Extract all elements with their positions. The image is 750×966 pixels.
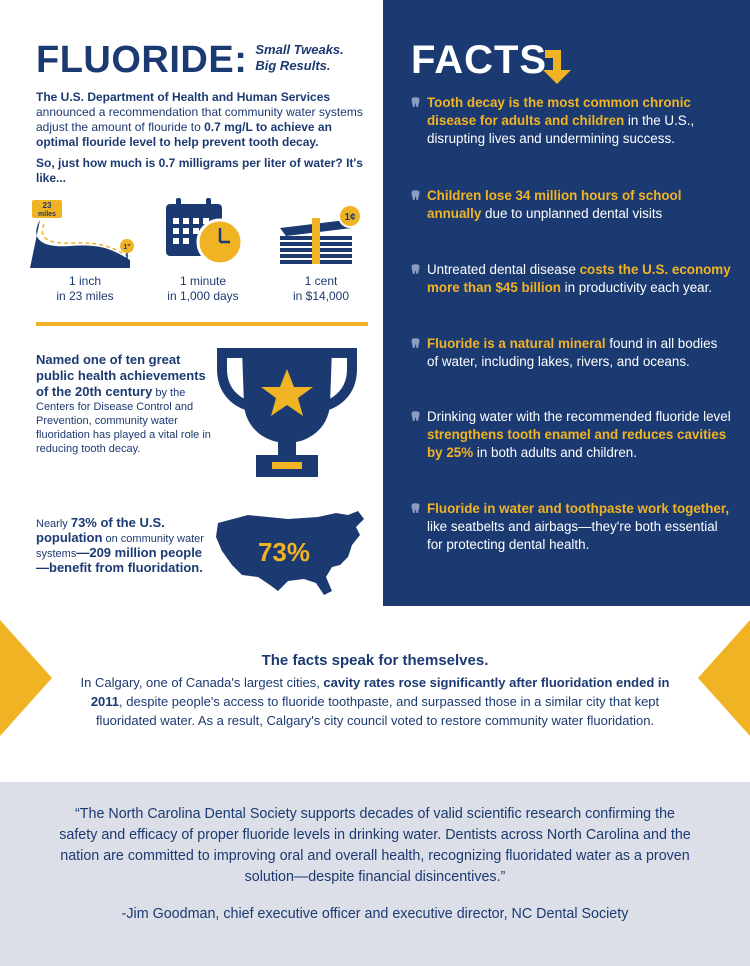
fact-item: Untreated dental disease costs the U.S. economy more than $45 billion in productivity each year. [411, 261, 731, 297]
money-stack-icon [266, 198, 376, 268]
intro-target: 0.7 mg/L to achieve an optimal flouride level to help prevent tooth decay. [36, 120, 332, 149]
us-map-icon [208, 505, 370, 600]
intro-agency: The U.S. Department of Health and Human Services [36, 90, 331, 104]
achievement-rest: by the Centers for Disease Control and Prevention, community water fluoridation has played a vital role in reducing tooth decay. [36, 387, 211, 455]
fact-item: Fluoride in water and toothpaste work together, like seatbelts and airbags—they're both essential for protecting dental health. [411, 500, 731, 554]
speak-body: In Calgary, one of Canada's largest cities, cavity rates rose significantly after fluoridation ended in 2011, despite people's access to fluoride toothpaste, and surpassed those in a similar city that kept fluoridated water. As a result, Calgary's city council voted to restore community water fluoridation. [80, 675, 670, 728]
intro-question: So, just how much is 0.7 milligrams per liter of water? It's like... [36, 156, 363, 185]
tagline-line-1: Small Tweaks. [255, 42, 344, 57]
population-paragraph: Nearly 73% of the U.S. population on community water systems—209 million people—benefit from fluoridation. [36, 515, 204, 575]
facts-title: FACTS [411, 38, 548, 82]
right-gold-triangle [698, 620, 750, 736]
achievement-paragraph [36, 352, 221, 456]
road-icon [30, 198, 140, 268]
achievement-bold: Named one of ten great public health achievements of the 20th century [36, 352, 206, 399]
us-map-label: 73% [257, 537, 311, 567]
population-bold-2: —209 million people—benefit from fluoridation. [36, 545, 203, 575]
intro-text: announced a recommendation that community water systems adjust the amount of flouride to [36, 105, 363, 134]
quote-text: “The North Carolina Dental Society supports decades of valid scientific research confirming the safety and efficacy of proper fluoride levels in drinking water. Dentists across North Carolina and the nation are committed to improving oral and overall health, recognizing fluoridated water as a proven solution—despite financial disincentives.” [59, 806, 691, 885]
intro-paragraph [36, 90, 366, 150]
road-badge-text: 23 [42, 201, 52, 210]
tooth-icon [411, 190, 420, 201]
svg-text:miles: miles [38, 211, 56, 218]
left-gold-triangle [0, 620, 52, 736]
fact-item: Drinking water with the recommended fluoride level strengthens tooth enamel and reduces cavities by 25% in both adults and children. [411, 408, 731, 462]
calendar-label: 1 minute in 1,000 days [167, 274, 239, 303]
fact-item: Fluoride is a natural mineral found in all bodies of water, including lakes, rivers, and oceans. [411, 335, 731, 371]
money-badge-text: 1¢ [344, 212, 356, 223]
tooth-icon [411, 264, 420, 275]
gold-divider [36, 322, 368, 326]
quote-attribution: -Jim Goodman, chief executive officer and executive director, NC Dental Society [121, 906, 629, 922]
fact-item: Tooth decay is the most common chronic disease for adults and children in the U.S., disrupting lives and undermining success. [411, 94, 731, 148]
page-title: FLUORIDE: [36, 39, 248, 81]
tooth-icon [411, 411, 420, 422]
arrow-down-icon [543, 44, 575, 86]
tagline-line-2: Big Results. [255, 58, 331, 73]
left-column [0, 0, 383, 606]
comparison-icons [30, 198, 375, 308]
tooth-icon [411, 97, 420, 108]
trophy-icon [212, 345, 362, 485]
comparison-calendar [148, 198, 258, 303]
speak-title: The facts speak for themselves. [261, 652, 489, 669]
money-label: 1 cent in $14,000 [292, 274, 350, 303]
population-bold-1: 73% of the U.S. population [36, 515, 165, 545]
tagline [255, 42, 343, 74]
calendar-clock-icon [148, 198, 258, 268]
speak-bold: cavity rates rose significantly after fluoridation ended in 2011 [90, 675, 670, 709]
comparison-money [266, 198, 376, 303]
comparison-road [30, 198, 140, 303]
title-row [36, 40, 344, 80]
tooth-icon [411, 503, 420, 514]
facts-panel [383, 0, 750, 606]
road-label: 1 inch in 23 miles [56, 274, 114, 303]
svg-text:1": 1" [123, 244, 131, 251]
fact-item: Children lose 34 million hours of school annually due to unplanned dental visits [411, 187, 731, 223]
tooth-icon [411, 338, 420, 349]
